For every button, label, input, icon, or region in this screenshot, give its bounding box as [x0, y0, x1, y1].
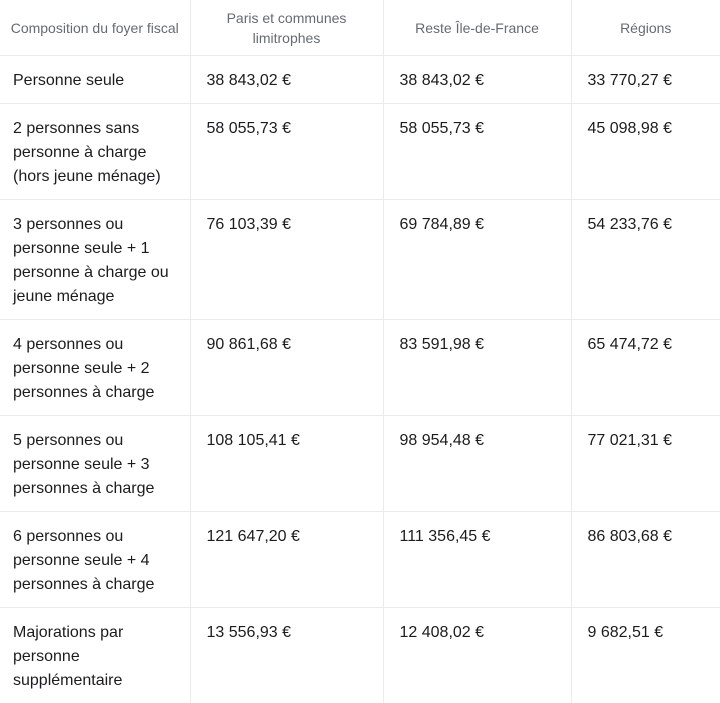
table-body	[0, 56, 720, 703]
cell-reste-idf: 83 591,98 €	[383, 320, 571, 416]
cell-composition: Personne seule	[0, 56, 190, 104]
cell-reste-idf: 111 356,45 €	[383, 512, 571, 608]
table-row	[0, 608, 720, 703]
cell-reste-idf: 98 954,48 €	[383, 416, 571, 512]
cell-paris: 90 861,68 €	[190, 320, 383, 416]
cell-reste-idf: 12 408,02 €	[383, 608, 571, 703]
cell-regions: 33 770,27 €	[571, 56, 720, 104]
cell-paris: 108 105,41 €	[190, 416, 383, 512]
cell-composition: 2 personnes sans personne à charge (hors jeune ménage)	[0, 104, 190, 200]
header-regions: Régions	[571, 0, 720, 56]
cell-regions: 45 098,98 €	[571, 104, 720, 200]
header-paris: Paris et communes limitrophes	[190, 0, 383, 56]
cell-paris: 38 843,02 €	[190, 56, 383, 104]
cell-regions: 54 233,76 €	[571, 200, 720, 320]
cell-regions: 86 803,68 €	[571, 512, 720, 608]
cell-regions: 9 682,51 €	[571, 608, 720, 703]
table-row	[0, 104, 720, 200]
cell-paris: 121 647,20 €	[190, 512, 383, 608]
cell-composition: 5 personnes ou personne seule + 3 personnes à charge	[0, 416, 190, 512]
cell-composition: Majorations par personne supplémentaire	[13, 624, 124, 689]
cell-composition: 6 personnes ou personne seule + 4 personnes à charge	[0, 512, 190, 608]
cell-paris: 58 055,73 €	[190, 104, 383, 200]
header-reste-idf: Reste Île-de-France	[383, 0, 571, 56]
cell-paris: 13 556,93 €	[190, 608, 383, 703]
cell-paris: 76 103,39 €	[190, 200, 383, 320]
cell-regions: 77 021,31 €	[571, 416, 720, 512]
table-row	[0, 512, 720, 608]
table-row	[0, 56, 720, 104]
cell-regions: 65 474,72 €	[571, 320, 720, 416]
table-row	[0, 200, 720, 320]
cell-reste-idf: 58 055,73 €	[383, 104, 571, 200]
header-composition: Composition du foyer fiscal	[0, 0, 190, 56]
cell-composition: 3 personnes ou personne seule + 1 personne à charge ou jeune ménage	[0, 200, 190, 320]
table-row	[0, 416, 720, 512]
table-row	[0, 320, 720, 416]
header-row	[0, 0, 720, 56]
cell-reste-idf: 69 784,89 €	[383, 200, 571, 320]
table-header	[0, 0, 720, 56]
cell-reste-idf: 38 843,02 €	[383, 56, 571, 104]
cell-composition: 4 personnes ou personne seule + 2 personnes à charge	[0, 320, 190, 416]
